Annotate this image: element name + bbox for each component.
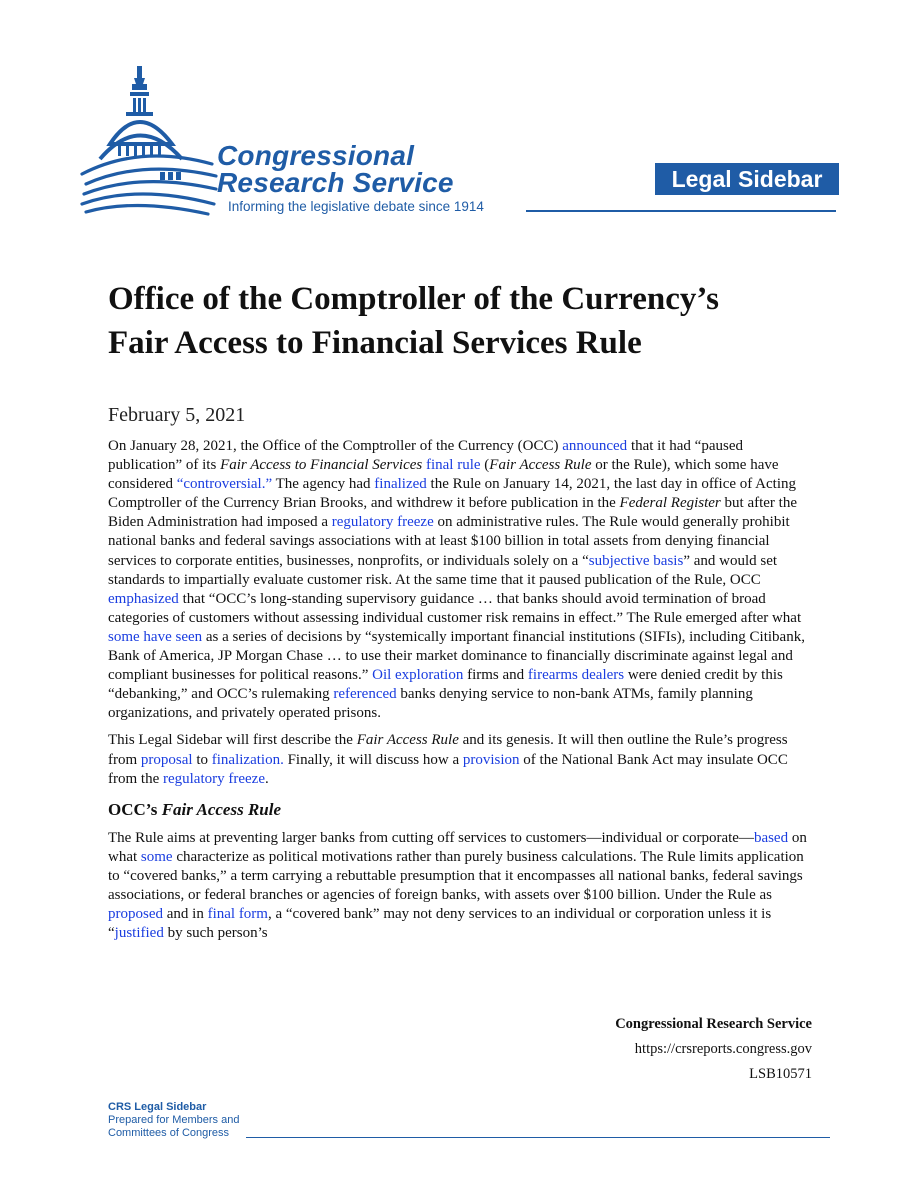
- section-heading-italic: Fair Access Rule: [161, 799, 282, 819]
- text: that it had “paused publication” of its: [108, 438, 743, 474]
- link-final-rule[interactable]: final rule: [425, 457, 481, 474]
- text: (: [480, 457, 490, 474]
- link-regulatory-freeze[interactable]: regulatory freeze: [162, 770, 265, 787]
- paragraph-3: [108, 829, 813, 944]
- link-emphasized[interactable]: emphasized: [108, 590, 179, 607]
- text: or the Rule), which some have considered: [108, 457, 779, 493]
- article-body: [108, 437, 813, 951]
- link-firearms-dealers[interactable]: firearms dealers: [527, 667, 625, 684]
- section-heading-text: OCC’s: [108, 799, 162, 819]
- footer-prepared-for: [108, 1101, 239, 1140]
- link-justified[interactable]: justified: [114, 925, 164, 942]
- text: , a “covered bank” may not deny services to an individual or corporation unless it is “: [108, 906, 772, 942]
- text: were denied credit by this “debanking,” and OCC’s rulemaking: [108, 667, 783, 703]
- footer-report-code: LSB10571: [749, 1066, 812, 1082]
- link-some-have-seen[interactable]: some have seen: [108, 628, 203, 645]
- title-line-2: Fair Access to Financial Services Rule: [108, 325, 642, 361]
- section-heading: [108, 799, 813, 821]
- organization-name-line2: Research Service: [217, 167, 454, 198]
- link-controversial[interactable]: “controversial.”: [176, 476, 273, 493]
- italic-title: Fair Access Rule: [489, 457, 592, 474]
- text: and in: [163, 906, 208, 923]
- text: that “OCC’s long-standing supervisory guidance … that banks should avoid termination of broad categories of customers without assessing individual customer risk remains in effect.” The Rule emerged after what: [108, 590, 802, 626]
- text: Finally, it will discuss how a: [283, 751, 463, 768]
- paragraph-2: [108, 731, 813, 788]
- footer-url[interactable]: https://crsreports.congress.gov: [634, 1041, 812, 1057]
- legal-sidebar-badge: Legal Sidebar: [655, 163, 839, 195]
- link-regulatory-freeze[interactable]: regulatory freeze: [331, 514, 434, 531]
- page-header: [0, 0, 920, 230]
- text: On January 28, 2021, the Office of the Comptroller of the Currency (OCC): [108, 438, 563, 454]
- text: the Rule on January 14, 2021, the last day in office of Acting Comptroller of the Currency Brian Brooks, and withdrew it before publication in the: [108, 476, 797, 512]
- link-finalization[interactable]: finalization.: [211, 751, 284, 768]
- text: The agency had: [272, 476, 375, 493]
- link-based[interactable]: based: [753, 829, 789, 846]
- capitol-dome-logo: [80, 64, 220, 216]
- footer-rule: [246, 1137, 830, 1138]
- text: .: [265, 770, 269, 787]
- organization-name-line1: Congressional: [217, 140, 415, 171]
- link-proposed[interactable]: proposed: [108, 906, 163, 923]
- text: and its genesis. It will then outline the Rule’s progress from: [108, 732, 788, 768]
- text: on administrative rules. The Rule would generally prohibit national banks and federal savings associations with at least $100 billion in total assets from denying financial services to corporate entities, businesses, nonprofits, or individuals solely on a “: [108, 514, 790, 569]
- link-oil-exploration[interactable]: Oil exploration: [372, 667, 464, 684]
- link-finalized[interactable]: finalized: [374, 476, 427, 493]
- footer-prepared-line2: Committees of Congress: [108, 1127, 230, 1139]
- title-line-1: Office of the Comptroller of the Currency’s: [108, 281, 719, 317]
- text: to: [192, 751, 212, 768]
- text: banks denying service to non-bank ATMs, family planning organizations, and privately operated prisons.: [108, 686, 753, 722]
- page-title: [108, 277, 828, 365]
- text: on what: [108, 829, 807, 865]
- text: of the National Bank Act may insulate OCC from the: [108, 751, 788, 787]
- text: The Rule aims at preventing larger banks from cutting off services to customers—individual or corporate—: [108, 829, 754, 846]
- footer-citation: [615, 1012, 812, 1087]
- italic-title: Fair Access Rule: [356, 732, 459, 749]
- paragraph-1: [108, 437, 813, 723]
- link-some[interactable]: some: [140, 848, 173, 865]
- italic-title: Federal Register: [619, 495, 721, 512]
- text: ” and would set standards to impartially evaluate customer risk. At the same time that it paused publication of the Rule, OCC: [108, 552, 778, 588]
- text: firms and: [463, 667, 528, 684]
- text: as a series of decisions by “systemically important financial institutions (SIFIs), including Citibank, Bank of America, JP Morgan Chase … to use their market dominance to financially discriminate against legal and compliant businesses for political reasons.”: [108, 628, 805, 684]
- footer-org: Congressional Research Service: [615, 1016, 812, 1032]
- link-announced[interactable]: announced: [562, 438, 628, 454]
- publication-date: February 5, 2021: [108, 404, 246, 426]
- link-subjective-basis[interactable]: subjective basis: [588, 552, 684, 569]
- tagline-rule: [526, 210, 836, 212]
- text: characterize as political motivations rather than purely business calculations. The Rule limits application to “covered banks,” a term carrying a rebuttable presumption that it encompasses all national banks, federal savings associations, or federal branches or agencies of foreign banks, with assets over $100 billion. Under the Rule as: [108, 848, 804, 903]
- text: This Legal Sidebar will first describe the: [108, 732, 357, 749]
- footer-series-title: CRS Legal Sidebar: [108, 1101, 207, 1113]
- italic-title: Fair Access to Financial Services: [220, 457, 423, 474]
- footer-prepared-line1: Prepared for Members and: [108, 1114, 240, 1126]
- link-final-form[interactable]: final form: [207, 906, 268, 923]
- link-referenced[interactable]: referenced: [333, 686, 397, 703]
- tagline: Informing the legislative debate since 1914: [228, 199, 484, 214]
- organization-name: [217, 142, 454, 196]
- text: by such person’s: [163, 925, 268, 942]
- link-provision[interactable]: provision: [462, 751, 520, 768]
- text: but after the Biden Administration had imposed a: [108, 495, 797, 531]
- link-proposal[interactable]: proposal: [140, 751, 193, 768]
